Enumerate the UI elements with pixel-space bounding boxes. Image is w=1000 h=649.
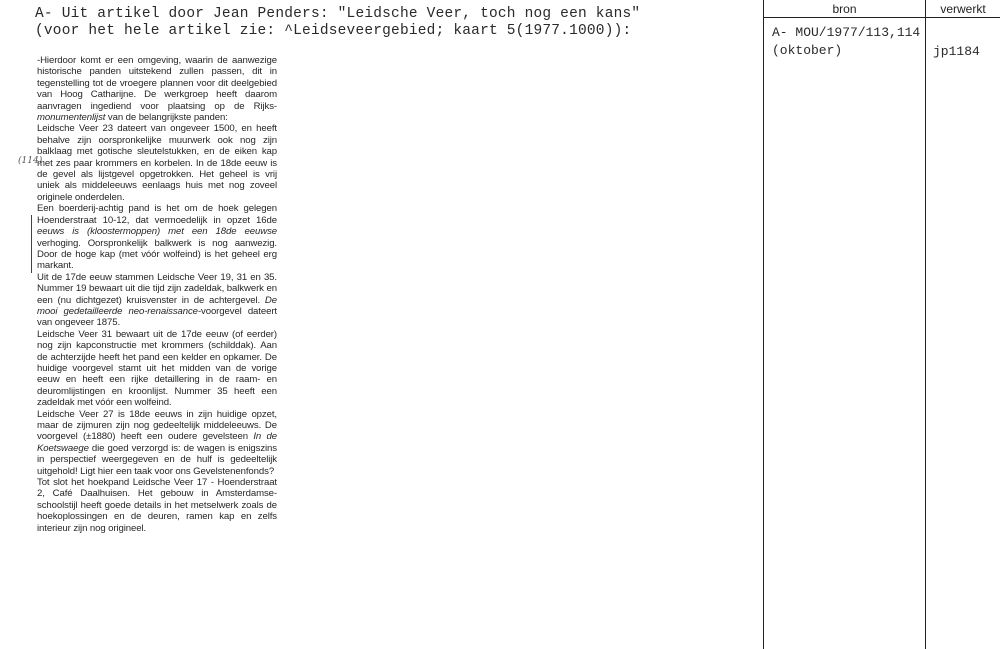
p3-lead: Een boerderij-achtig pand is het om de hoek gelegen Hoenderstraat 10-12, dat vermoedelijk in opzet 16de	[37, 203, 277, 226]
article-paragraph	[37, 272, 277, 329]
bron-entry	[772, 24, 920, 60]
p1-lead: -Hierdoor komt er een omgeving, waarin de aanwezige historische panden uitstekend zullen passen, dit in tegenstelling tot de vroegere plannen voor dit deelgebied van Hoog Catharijne. De werkgroep heeft daarom aanvragen ingediend voor plaatsing op de Rijks-	[37, 55, 277, 112]
verwerkt-column-header: verwerkt	[940, 2, 986, 16]
article-paragraph: Leidsche Veer 31 bewaart uit de 17de eeuw (of eerder) nog zijn kapconstructie met krommers (schilddak). Aan de achterzijde heeft het pand een kelder en opkamer. De huidige voorgevel stamt uit het midden van de vorige eeuw en heeft een rijke detaillering in de raam- en deuromlijstingen en kroonlijst. Nummer 35 heeft een zadeldak met vóór een wolfeind.	[37, 328, 277, 409]
p6-lead: Leidsche Veer 27 is 18de eeuws in zijn huidige opzet, maar de zijmuren zijn nog gedeeltelijk middeleeuws. De voorgevel (±1880) heeft een oudere gevelsteen	[37, 408, 277, 443]
article-paragraph	[37, 203, 277, 271]
article-paragraph	[37, 55, 277, 123]
p4-italic: De mooi gedetailleerde neo-renaissance-	[37, 294, 277, 317]
document-header	[35, 6, 640, 40]
p1-tail: van de belangrijkste panden:	[105, 112, 228, 124]
article-paragraph: Tot slot het hoekpand Leidsche Veer 17 - Hoenderstraat 2, Café Daalhuisen. Het gebouw in Amsterdamse-schoolstijl heeft goede details in het metselwerk zoals de hoekoplossingen en de deuren, ramen kap en zelfs interieur zijn nog origineel.	[37, 477, 277, 534]
table-column-divider	[925, 0, 926, 649]
table-header-rule	[763, 17, 1000, 18]
verwerkt-entry: jp1184	[933, 44, 980, 59]
p6-italic: In de Koetswaege	[37, 431, 277, 454]
p3-italic: eeuws is (kloostermoppen) met een 18de eeuwse	[37, 226, 277, 238]
p6-tail: die goed verzorgd is: de wagen is enigszins in perspectief weergegeven en de hulf is gedeeltelijk uitgehold! Ligt hier een taak voor ons Gevelstenenfonds?	[37, 442, 277, 477]
p4-tail: voorgevel dateert van ongeveer 1875.	[37, 305, 277, 329]
margin-bar	[31, 215, 32, 273]
bron-line-1: A- MOU/1977/113,114	[772, 25, 921, 40]
p4-lead: Uit de 17de eeuw stammen Leidsche Veer 19, 31 en 35. Nummer 19 bewaart uit die tijd zijn zadeldak, balkwerk en een (nu dichtgezet) kruisvenster in de achtergevel.	[37, 271, 277, 306]
bron-line-2: (oktober)	[772, 43, 843, 58]
article-paragraph: Leidsche Veer 23 dateert van ongeveer 1500, en heeft behalve zijn oorspronkelijke muurwerk ook nog zijn balklaag met gotische sleutelstukken, en de eiken kap met zes paar krommers en korbelen. In de 18de eeuw is de gevel als lijstgevel opgetrokken. Het geheel is vrij uniek als middeleeuws eenlaags huis met nog zoveel originele onderdelen.	[37, 123, 277, 203]
header-line-1: A- Uit artikel door Jean Penders: "Leidsche Veer, toch nog een kans"	[35, 6, 641, 22]
p1-italic: monumentenlijst	[37, 112, 106, 124]
bron-column-header: bron	[832, 2, 857, 16]
article-body	[37, 55, 277, 534]
p3-tail: verhoging. Oorspronkelijk balkwerk is nog aanwezig. Door de hoge kap (met vóór wolfeind) is het geheel erg markant.	[37, 237, 277, 272]
table-left-border	[763, 0, 764, 649]
article-paragraph	[37, 409, 277, 477]
header-line-2: (voor het hele artikel zie: ^Leidseveergebied; kaart 5(1977.1000)):	[35, 23, 632, 39]
margin-note: (114)	[18, 156, 43, 166]
